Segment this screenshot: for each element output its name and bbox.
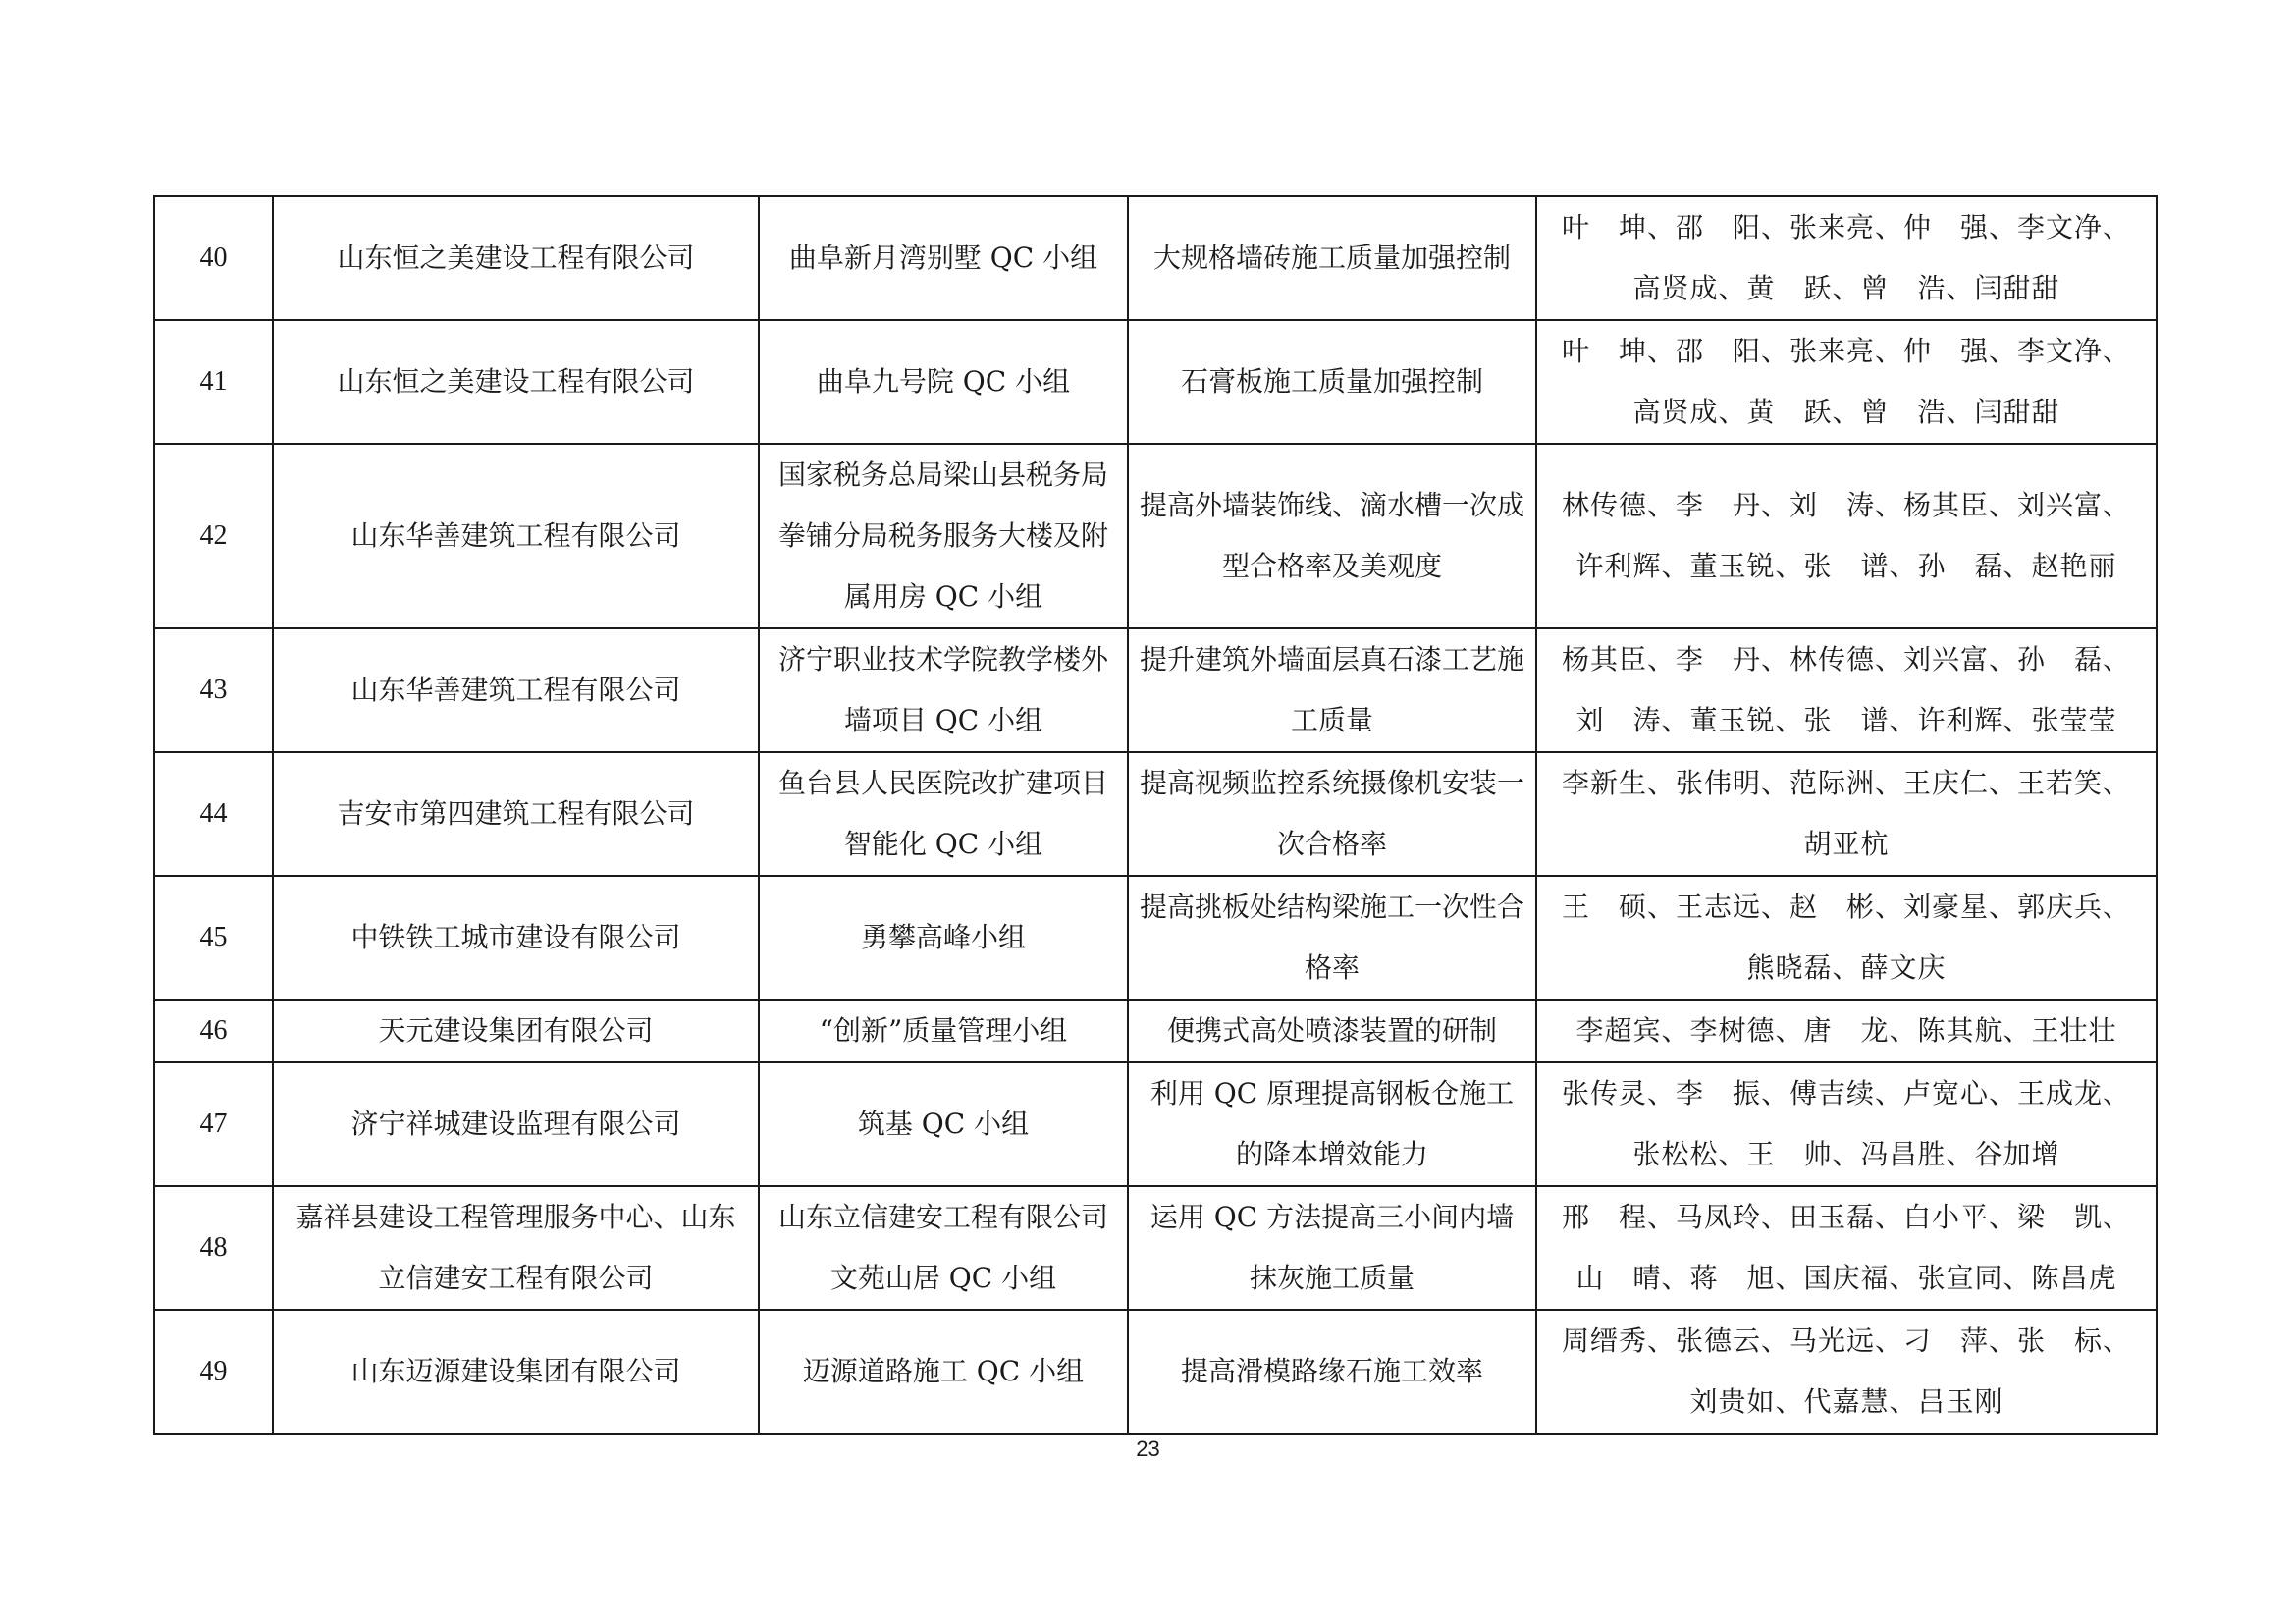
row-number: 45 [154, 876, 273, 1000]
qc-group-name: 曲阜新月湾别墅 QC 小组 [759, 196, 1128, 320]
project-topic: 石膏板施工质量加强控制 [1128, 320, 1536, 444]
project-topic: 提升建筑外墙面层真石漆工艺施工质量 [1128, 628, 1536, 752]
qc-group-name: 勇攀高峰小组 [759, 876, 1128, 1000]
row-number: 49 [154, 1310, 273, 1434]
table-row [154, 320, 2157, 444]
table-row [154, 444, 2157, 628]
company-name: 吉安市第四建筑工程有限公司 [273, 752, 759, 876]
table-row [154, 752, 2157, 876]
group-members: 林传德、李 丹、刘 涛、杨其臣、刘兴富、许利辉、董玉锐、张 谱、孙 磊、赵艳丽 [1536, 444, 2157, 628]
page-number: 23 [1136, 1436, 1160, 1461]
project-topic: 利用 QC 原理提高钢板仓施工的降本增效能力 [1128, 1062, 1536, 1186]
row-number: 40 [154, 196, 273, 320]
award-list-table [153, 195, 2158, 1435]
group-members: 李超宾、李树德、唐 龙、陈其航、王壮壮 [1536, 1000, 2157, 1062]
row-number: 44 [154, 752, 273, 876]
project-topic: 提高挑板处结构梁施工一次性合格率 [1128, 876, 1536, 1000]
company-name: 山东华善建筑工程有限公司 [273, 444, 759, 628]
company-name: 天元建设集团有限公司 [273, 1000, 759, 1062]
group-members: 周缙秀、张德云、马光远、刁 萍、张 标、刘贵如、代嘉慧、吕玉刚 [1536, 1310, 2157, 1434]
company-name: 嘉祥县建设工程管理服务中心、山东立信建安工程有限公司 [273, 1186, 759, 1310]
company-name: 山东恒之美建设工程有限公司 [273, 196, 759, 320]
qc-group-name: 山东立信建安工程有限公司文苑山居 QC 小组 [759, 1186, 1128, 1310]
table-row [154, 1062, 2157, 1186]
group-members: 杨其臣、李 丹、林传德、刘兴富、孙 磊、刘 涛、董玉锐、张 谱、许利辉、张莹莹 [1536, 628, 2157, 752]
qc-group-name: “创新”质量管理小组 [759, 1000, 1128, 1062]
project-topic: 提高滑模路缘石施工效率 [1128, 1310, 1536, 1434]
row-number: 46 [154, 1000, 273, 1062]
qc-group-name: 济宁职业技术学院教学楼外墙项目 QC 小组 [759, 628, 1128, 752]
qc-group-name: 筑基 QC 小组 [759, 1062, 1128, 1186]
table-row [154, 1000, 2157, 1062]
row-number: 48 [154, 1186, 273, 1310]
project-topic: 提高视频监控系统摄像机安装一次合格率 [1128, 752, 1536, 876]
project-topic: 便携式高处喷漆装置的研制 [1128, 1000, 1536, 1062]
group-members: 叶 坤、邵 阳、张来亮、仲 强、李文净、高贤成、黄 跃、曾 浩、闫甜甜 [1536, 320, 2157, 444]
qc-group-name: 迈源道路施工 QC 小组 [759, 1310, 1128, 1434]
group-members: 邢 程、马凤玲、田玉磊、白小平、梁 凯、山 晴、蒋 旭、国庆福、张宣同、陈昌虎 [1536, 1186, 2157, 1310]
table-row [154, 628, 2157, 752]
company-name: 济宁祥城建设监理有限公司 [273, 1062, 759, 1186]
qc-group-name: 国家税务总局梁山县税务局拳铺分局税务服务大楼及附属用房 QC 小组 [759, 444, 1128, 628]
group-members: 叶 坤、邵 阳、张来亮、仲 强、李文净、高贤成、黄 跃、曾 浩、闫甜甜 [1536, 196, 2157, 320]
group-members: 王 硕、王志远、赵 彬、刘豪星、郭庆兵、熊晓磊、薛文庆 [1536, 876, 2157, 1000]
group-members: 李新生、张伟明、范际洲、王庆仁、王若笑、胡亚杭 [1536, 752, 2157, 876]
project-topic: 大规格墙砖施工质量加强控制 [1128, 196, 1536, 320]
company-name: 山东迈源建设集团有限公司 [273, 1310, 759, 1434]
company-name: 中铁铁工城市建设有限公司 [273, 876, 759, 1000]
row-number: 42 [154, 444, 273, 628]
qc-group-name: 鱼台县人民医院改扩建项目智能化 QC 小组 [759, 752, 1128, 876]
table-row [154, 1186, 2157, 1310]
row-number: 47 [154, 1062, 273, 1186]
company-name: 山东华善建筑工程有限公司 [273, 628, 759, 752]
table-row [154, 1310, 2157, 1434]
group-members: 张传灵、李 振、傅吉续、卢宽心、王成龙、张松松、王 帅、冯昌胜、谷加增 [1536, 1062, 2157, 1186]
row-number: 43 [154, 628, 273, 752]
row-number: 41 [154, 320, 273, 444]
project-topic: 提高外墙装饰线、滴水槽一次成型合格率及美观度 [1128, 444, 1536, 628]
table-row [154, 876, 2157, 1000]
table-row [154, 196, 2157, 320]
company-name: 山东恒之美建设工程有限公司 [273, 320, 759, 444]
project-topic: 运用 QC 方法提高三小间内墙抹灰施工质量 [1128, 1186, 1536, 1310]
qc-group-name: 曲阜九号院 QC 小组 [759, 320, 1128, 444]
